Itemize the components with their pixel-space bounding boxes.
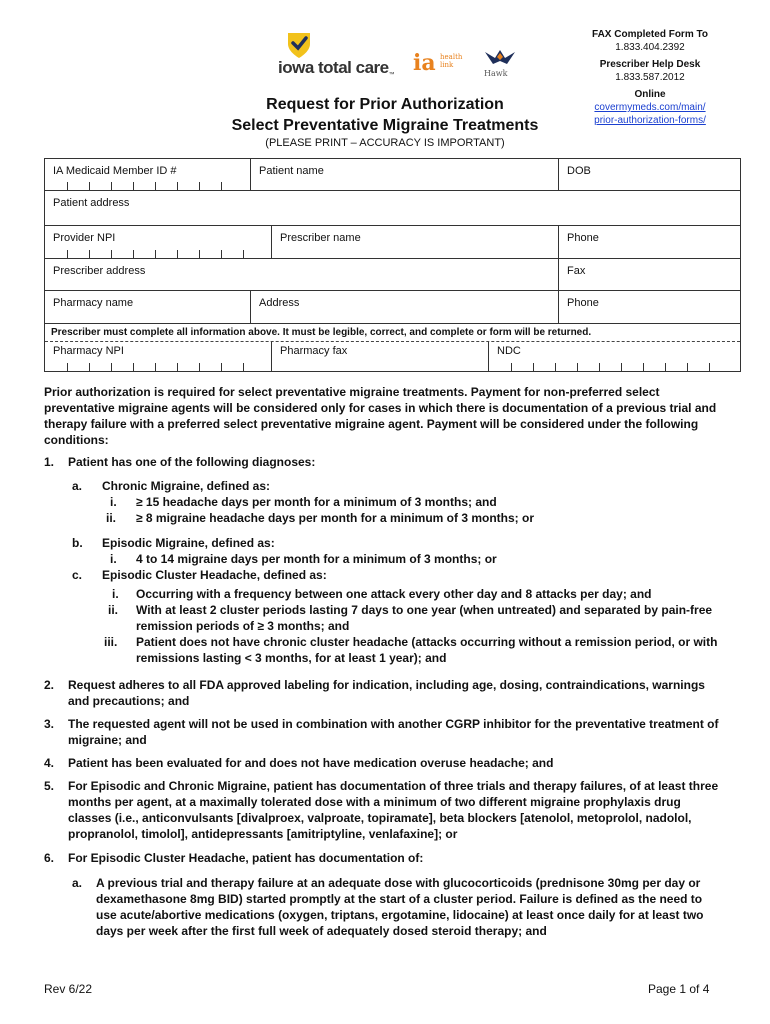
prescriber-fax-label: Fax [567,265,586,277]
patient-address-label: Patient address [53,197,130,209]
criterion-5-number: 5. [44,779,55,793]
revision-label: Rev 6/22 [44,982,93,996]
criterion-1a-ii-text: ≥ 8 migraine headache days per month for a minimum of 3 months; or [136,511,534,525]
criterion-1a-i-text: ≥ 15 headache days per month for a minimum of 3 months; and [136,495,497,509]
print-instruction: (PLEASE PRINT – ACCURACY IS IMPORTANT) [265,137,505,149]
shield-check-icon [284,30,314,60]
criterion-1a-i [44,494,724,510]
criterion-1a [44,478,724,494]
pharmacy-name-label: Pharmacy name [53,297,134,309]
criterion-1-text: Patient has one of the following diagnoses: [68,455,316,469]
criterion-6-number: 6. [44,851,55,865]
criterion-1c-i-number: i. [112,587,119,601]
helpdesk-heading: Prescriber Help Desk [599,59,701,70]
criterion-1c [44,567,724,583]
dob-label: DOB [567,165,591,177]
ia-health-link-logo [413,50,473,80]
criterion-2-text: Request adheres to all FDA approved labeling for indication, including age, dosing, contraindications, warnings and precautions; and [68,678,705,708]
member-id-field[interactable] [45,159,250,190]
provider-npi-label: Provider NPI [53,232,116,244]
criterion-1c-ii [44,602,724,634]
pharmacy-phone-label: Phone [567,297,599,309]
completion-notice: Prescriber must complete all information above. It must be legible, correct, and complete or form will be returned. [45,324,740,342]
itc-logo-text: iowa total care [278,58,389,77]
criterion-1a-ii [44,510,724,526]
logo-area [278,30,523,82]
ia-logo-sub: health link [440,53,463,69]
criterion-1c-iii [44,634,724,666]
patient-name-label: Patient name [259,165,324,177]
criterion-4-text: Patient has been evaluated for and does not have medication overuse headache; and [68,756,554,770]
covermymeds-link-line1[interactable]: covermymeds.com/main/ [594,102,706,113]
criterion-6 [44,850,724,866]
pharmacy-fax-field[interactable] [271,342,488,371]
iowa-total-care-logo: iowa total care™ [278,30,403,82]
form-row-provider [45,226,740,259]
form-row-patient-address [45,191,740,226]
criterion-2 [44,677,724,709]
hawk-logo-text: Hawk [484,69,508,78]
criterion-5-text: For Episodic and Chronic Migraine, patient has documentation of three trials and therapy failures, of at least three months per agent, at a maximally tolerated dose with a minimum of two different migraine prophylaxis drug classes (i.e., anticonvulsants [divalproex, valproate, topiramate], beta blockers [atenolol, metoprolol, nadolol, propranolol, timolol], antidepressants [amitriptyline, venlafaxine]; or [68,779,719,841]
criterion-1 [44,454,724,470]
criterion-1b-letter: b. [72,536,83,550]
criterion-1a-letter: a. [72,479,83,493]
criterion-1-number: 1. [44,455,55,469]
criterion-1b-i-text: 4 to 14 migraine days per month for a minimum of 3 months; or [136,552,497,566]
criterion-1b-text: Episodic Migraine, defined as: [102,536,275,550]
intro-paragraph: Prior authorization is required for select preventative migraine treatments. Payment for non-preferred select preventative migraine agents will be considered only for cases in which there is documentation of a previous trial and therapy failure with a preferred select preventative migraine agent. Payment will be considered under the following conditions: [44,385,717,447]
criterion-1a-i-number: i. [110,495,117,509]
page-number: Page 1 of 4 [648,982,710,996]
criterion-3-text: The requested agent will not be used in combination with another CGRP inhibitor for the preventative treatment of migraine; and [68,717,719,747]
criterion-4-number: 4. [44,756,55,770]
helpdesk-number: 1.833.587.2012 [615,72,685,83]
prescriber-address-field[interactable] [45,259,558,290]
criterion-1c-i [44,586,724,602]
hawk-logo [483,48,523,82]
page-title [180,94,590,136]
prescriber-fax-field[interactable] [558,259,740,290]
member-id-label: IA Medicaid Member ID # [53,165,177,177]
pharmacy-npi-label: Pharmacy NPI [53,345,124,357]
criterion-1c-letter: c. [72,568,83,582]
criterion-6a-letter: a. [72,876,83,890]
criterion-1c-i-text: Occurring with a frequency between one attack every other day and 8 attacks per day; and [136,587,652,601]
criterion-1b [44,535,724,551]
criterion-1c-ii-number: ii. [108,603,119,617]
criteria-body [44,384,724,939]
form-row-pharmacy-npi [45,342,740,371]
criterion-1c-ii-text: With at least 2 cluster periods lasting 7 days to one year (when untreated) and separated by pain-free remission periods of ≥ 3 months; and [136,603,713,633]
pharmacy-npi-field[interactable] [45,342,271,371]
pharmacy-address-label: Address [259,297,300,309]
prescriber-form [44,158,741,372]
prescriber-phone-label: Phone [567,232,599,244]
criterion-1b-i [44,551,724,567]
ia-logo-mark: ia [413,50,436,76]
criterion-1b-i-number: i. [110,552,117,566]
criterion-1c-text: Episodic Cluster Headache, defined as: [102,568,327,582]
patient-name-field[interactable] [250,159,558,190]
fax-info-block [575,28,725,127]
title-line-1: Request for Prior Authorization [266,96,504,113]
form-row-member [45,159,740,191]
form-row-pharmacy [45,291,740,324]
prescriber-name-field[interactable] [271,226,558,258]
patient-address-field[interactable] [45,191,740,225]
criterion-4 [44,755,724,771]
form-row-prescriber-address [45,259,740,291]
criterion-5 [44,778,724,842]
criterion-6a [44,875,724,939]
pharmacy-fax-label: Pharmacy fax [280,345,348,357]
covermymeds-link-line2[interactable]: prior-authorization-forms/ [594,115,706,126]
criterion-1c-iii-number: iii. [104,635,118,649]
criterion-6-text: For Episodic Cluster Headache, patient has documentation of: [68,851,424,865]
pharmacy-address-field[interactable] [250,291,558,323]
fax-heading: FAX Completed Form To [592,29,708,40]
pharmacy-phone-field[interactable] [558,291,740,323]
pharmacy-name-field[interactable] [45,291,250,323]
criterion-6a-text: A previous trial and therapy failure at an adequate dose with glucocorticoids (prednisone 30mg per day or dexamethasone 8mg BID) started promptly at the start of a cluster period. Failure is defined as the need to use acute/abortive medications (oxygen, triptans, ergotamine, lidocaine) at least once daily for at least two days per week after the first full week of adequately dosed steroid therapy; and [96,876,704,938]
provider-npi-field[interactable] [45,226,271,258]
criterion-2-number: 2. [44,678,55,692]
fax-number: 1.833.404.2392 [615,42,685,53]
criterion-3 [44,716,724,748]
hawk-bird-icon [483,48,517,70]
ndc-field[interactable] [488,342,740,371]
criterion-3-number: 3. [44,717,55,731]
dob-field[interactable] [558,159,740,190]
ndc-label: NDC [497,345,521,357]
criterion-1a-text: Chronic Migraine, defined as: [102,479,271,493]
online-heading: Online [634,89,666,100]
criterion-1a-ii-number: ii. [106,511,117,525]
title-line-2: Select Preventative Migraine Treatments [231,117,539,134]
prescriber-address-label: Prescriber address [53,265,146,277]
criterion-1c-iii-text: Patient does not have chronic cluster headache (attacks occurring without a remission period, or with remissions lasting < 3 months, for at least 1 year); and [136,635,718,665]
prescriber-phone-field[interactable] [558,226,740,258]
prescriber-name-label: Prescriber name [280,232,361,244]
